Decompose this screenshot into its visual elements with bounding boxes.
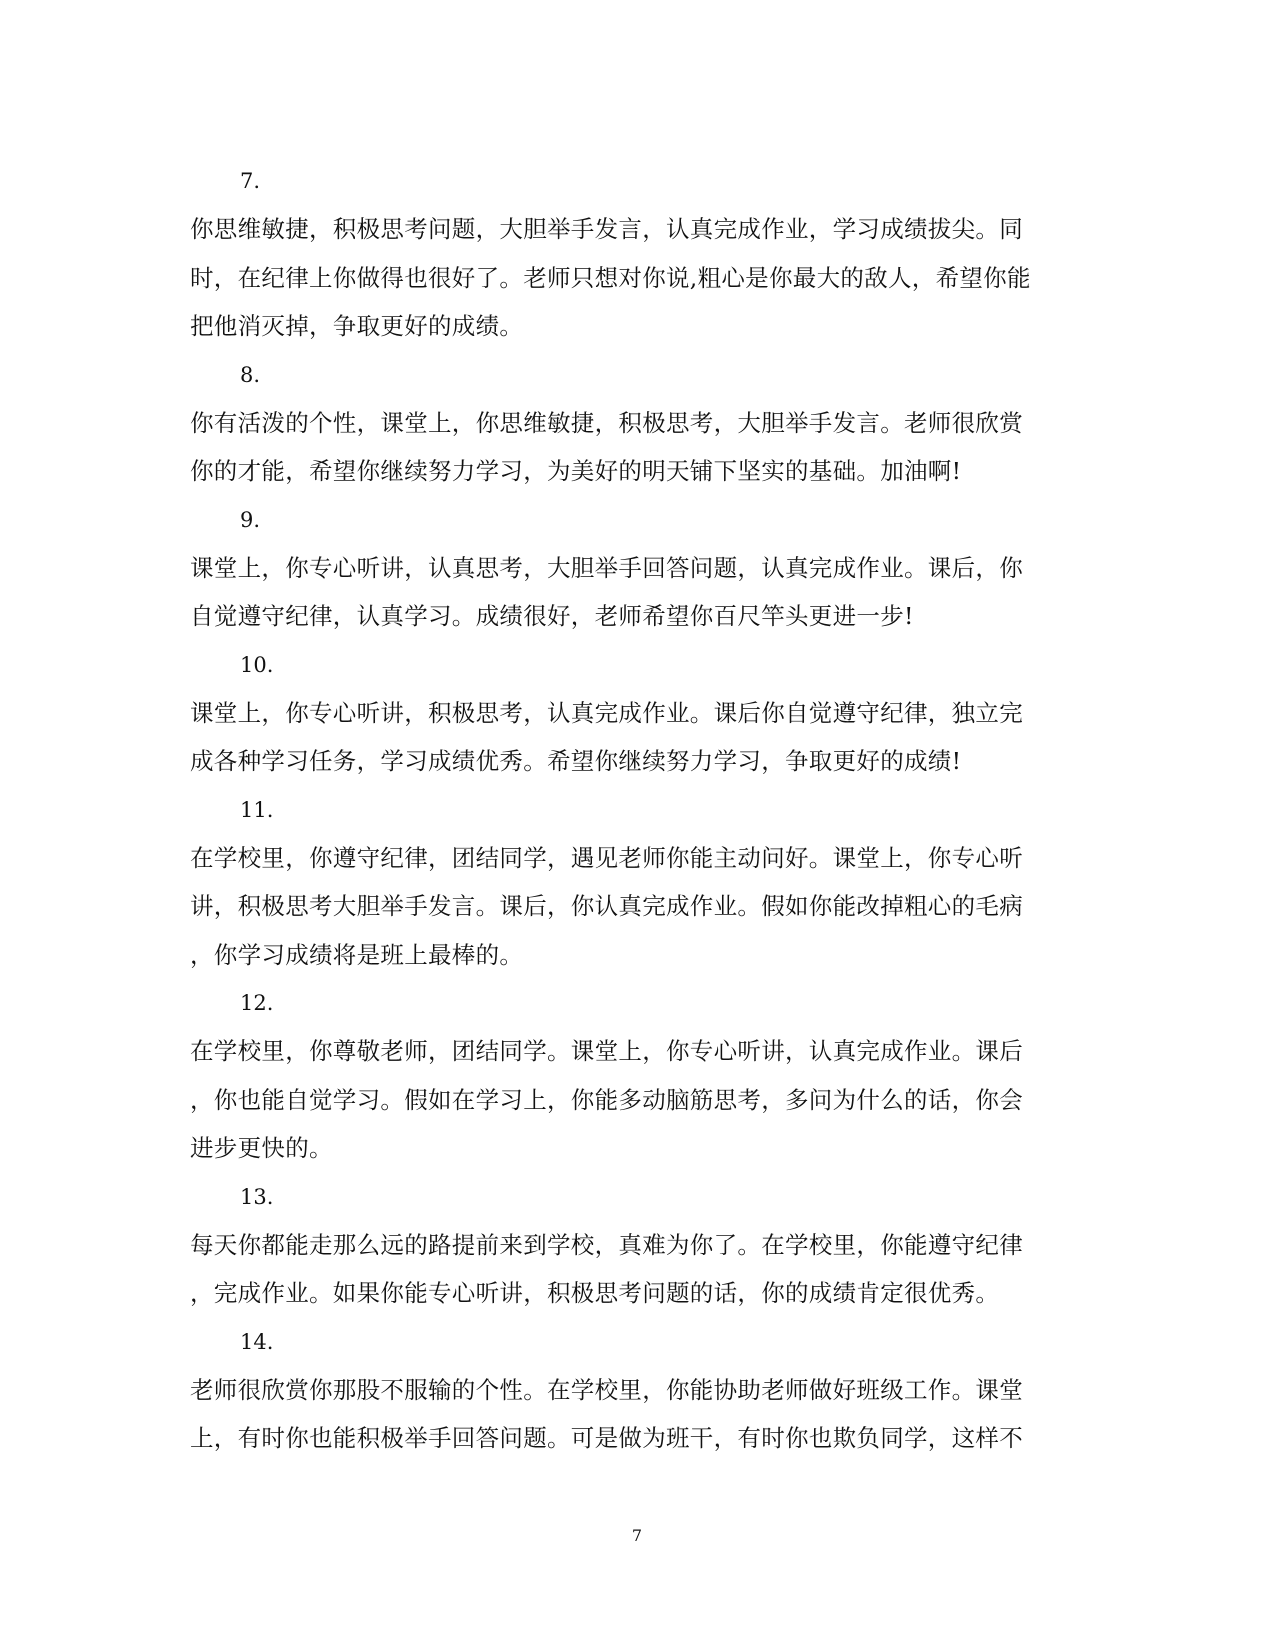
entry-text-line: 进步更快的。 [190, 1134, 333, 1162]
entry-text-line: 成各种学习任务，学习成绩优秀。希望你继续努力学习，争取更好的成绩! [190, 747, 962, 775]
entry-text-line: 你思维敏捷，积极思考问题，大胆举手发言，认真完成作业，学习成绩拔尖。同 [190, 215, 1023, 243]
page-number: 7 [631, 1526, 643, 1545]
entry-9 [190, 496, 1080, 641]
entry-number: 9. [240, 507, 261, 532]
entry-text-line: ，你也能自觉学习。假如在学习上，你能多动脑筋思考，多问为什么的话，你会 [190, 1085, 1023, 1114]
entry-text-line: ，完成作业。如果你能专心听讲，积极思考问题的话，你的成绩肯定很优秀。 [190, 1279, 1000, 1307]
entry-7 [190, 157, 1080, 351]
entry-11 [190, 786, 1080, 980]
entry-text-line: 你有活泼的个性，课堂上，你思维敏捷，积极思考，大胆举手发言。老师很欣赏 [190, 408, 1023, 437]
entry-number: 12. [240, 991, 274, 1015]
entry-number: 11. [240, 797, 274, 822]
entry-number: 7. [240, 169, 261, 193]
entry-text-line: 上，有时你也能积极举手回答问题。可是做为班干，有时你也欺负同学，这样不 [190, 1424, 1023, 1452]
entry-number: 10. [240, 652, 274, 677]
entry-text-line: 把他消灭掉，争取更好的成绩。 [190, 312, 524, 340]
entry-text-line: 课堂上，你专心听讲，认真思考，大胆举手回答问题，认真完成作业。课后，你 [190, 553, 1023, 582]
entry-text-line: 自觉遵守纪律，认真学习。成绩很好，老师希望你百尺竿头更进一步! [190, 602, 914, 630]
entry-number: 8. [240, 362, 261, 387]
entry-text-line: 在学校里，你尊敬老师，团结同学。课堂上，你专心听讲，认真完成作业。课后 [190, 1037, 1023, 1065]
entry-text-line: 讲，积极思考大胆举手发言。课后，你认真完成作业。假如你能改掉粗心的毛病 [190, 892, 1023, 920]
entry-text-line: 老师很欣赏你那股不服输的个性。在学校里，你能协助老师做好班级工作。课堂 [190, 1375, 1023, 1404]
entry-text-line: 在学校里，你遵守纪律，团结同学，遇见老师你能主动问好。课堂上，你专心听 [190, 843, 1023, 872]
entry-10 [190, 641, 1080, 786]
entry-12 [190, 979, 1080, 1173]
entry-13 [190, 1173, 1080, 1318]
entry-text-line: 每天你都能走那么远的路提前来到学校，真难为你了。在学校里，你能遵守纪律 [190, 1230, 1023, 1259]
entry-number: 13. [240, 1184, 274, 1209]
entry-text-line: 你的才能，希望你继续努力学习，为美好的明天铺下坚实的基础。加油啊! [190, 457, 962, 485]
entry-text-line: ，你学习成绩将是班上最棒的。 [190, 940, 524, 969]
entry-text-line: 课堂上，你专心听讲，积极思考，认真完成作业。课后你自觉遵守纪律，独立完 [190, 698, 1023, 727]
entry-text-line: 时，在纪律上你做得也很好了。老师只想对你说,粗心是你最大的敌人，希望你能 [190, 263, 1031, 292]
entry-number: 14. [240, 1329, 274, 1354]
document-body [190, 157, 1080, 1463]
entry-14 [190, 1318, 1080, 1463]
entry-8 [190, 351, 1080, 496]
